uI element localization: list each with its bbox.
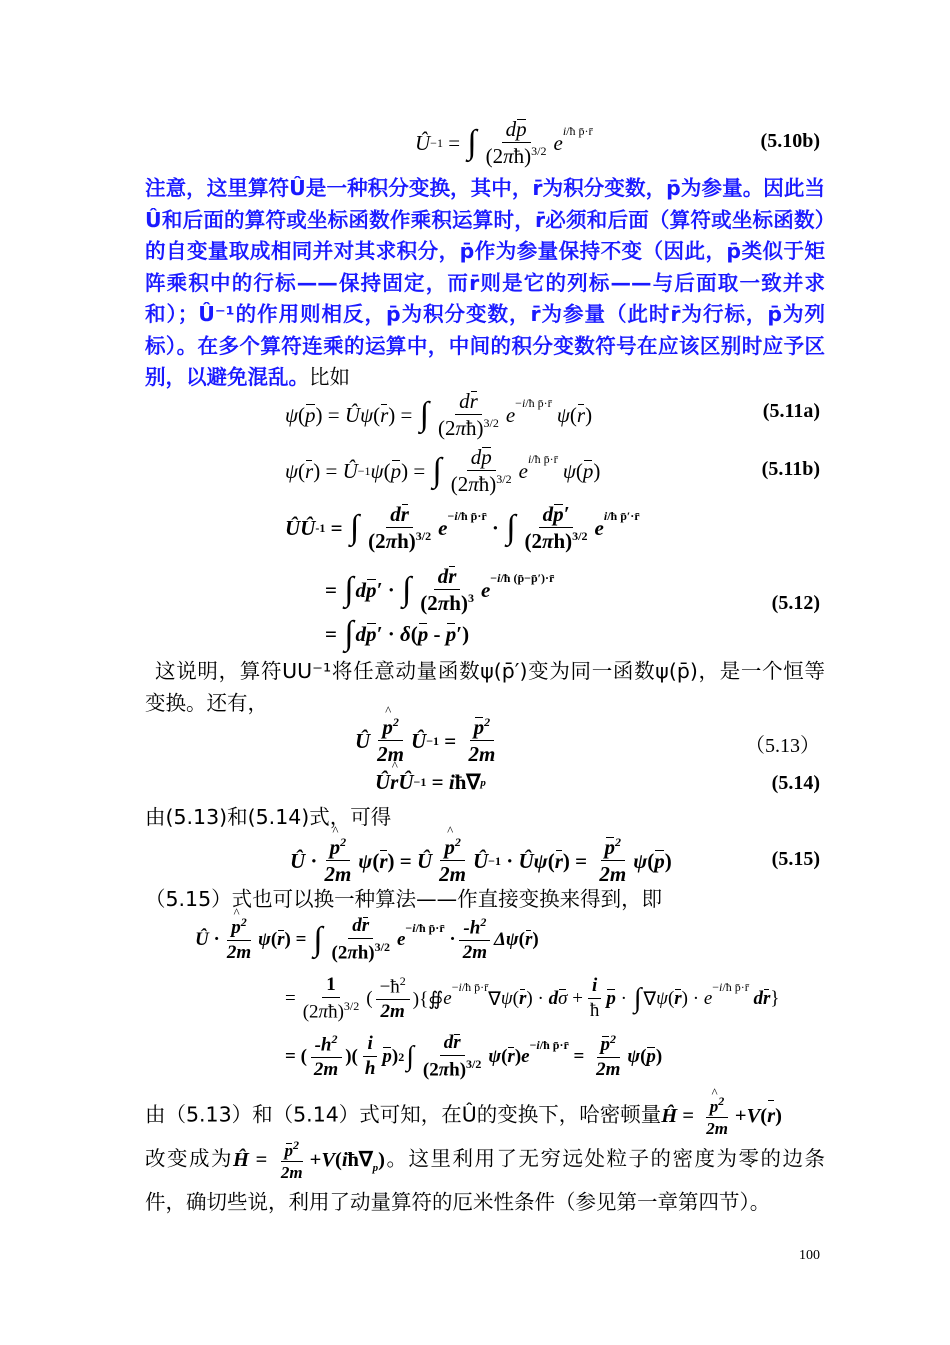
paragraph-derivation: 由(5.13)和(5.14)式，可得 [145, 805, 392, 829]
equation-direct-line1: Û · ^ $\frac{p^2}{2m}$ ψ ( r ) = ∫ $\frac{dr}{(2\pi h)^{3/2}}$ e −i/ħ p̄·r̄ · $\frac{-h^2}{2m}$ Δψ ( r ) [195, 916, 539, 964]
equation-5-12-line2: = ∫ dp′ · ∫ $\frac{dr}{(2\pi h)^3}$ e −i/ħ (p̄−p̄′)·r̄ [325, 564, 555, 616]
equation-5-10b: Û −1 = ∫ $\frac{dp}{(2\pi ħ)^{3/2}}$ e i/ħ p̄·r̄ [415, 117, 593, 169]
paragraph-direct-transform: （5.15）式也可以换一种算法——作直接变换来得到，即 [145, 887, 663, 911]
paragraph-text: 改变成为 [145, 1146, 234, 1171]
equation-5-11b: ψ ( r ) = Û −1 ψ ( p ) = ∫ $\frac{dp}{(2\pi ħ)^{3/2}}$ e i/ħ p̄·r̄ ψ ( p ) [285, 445, 601, 497]
paragraph-text: 比如 [309, 365, 350, 389]
equation-5-12-line3: = ∫ dp′ · δ ( p - p ′) [325, 615, 470, 652]
equation-label: (5.10b) [760, 130, 820, 152]
equation-5-13: Û ^ $\frac{p^2}{2m}$ Û −1 = $\frac{p^2}{2m}$ [355, 716, 502, 766]
equation-direct-line2: = $\frac{1}{(2\pi ħ)^{3/2}}$ ( $\frac{-ħ^2}{2m}$ ){∯ e −i/ħ p̄·r̄ ∇ ψ ( r ) · d σ + $\frac{i}{ħ}$ p · ∫ ∇ ψ ( r ) · e −i/ħ p̄·r̄ dr } [285, 974, 780, 1023]
equation-label: （5.13） [745, 735, 820, 757]
paragraph-operator-explanation [145, 173, 825, 394]
equation-5-15: Û · ^ $\frac{p^2}{2m}$ ψ ( r ) = Û ^ $\frac{p^2}{2m}$ Û −1 · Ûψ ( r ) = $\frac{p^2}{2m}$ ψ ( p ) [290, 836, 672, 886]
paragraph-hamiltonian: 由（5.13）和（5.14）式可知，在Û的变换下，哈密顿量Ĥ = ^ $\frac{p^2}{2m}$ +V(r) 改变成为Ĥ = $\frac{p^2}{2m}$ $+V(iħ\nabla_p)$。这里利用了无穷远处粒子的密度为零的边条件，确切些说，利用了动量算符的厄米性条件（参见第一章第四节）。 [145, 1095, 825, 1219]
equation-5-11a: ψ ( p ) = Û ψ ( r ) = ∫ $\frac{dr}{(2\pi ħ)^{3/2}}$ e −i/ħ p̄·r̄ ψ ( r ) [285, 389, 593, 441]
equation-label: (5.11b) [761, 458, 820, 480]
paragraph-text: 注意，这里算符Û是一种积分变换，其中，r̄为积分变数，p̄为参量。因此当Û和后面的算符或坐标函数作乘积运算时，r̄必须和后面（算符或坐标函数）的自变量取成相同并对其求积分，p̄作为参量保持不变（因此，p̄类似于矩阵乘积中的行标——保持固定，而r̄则是它的列标——与后面取一致并求和）；Û⁻¹的作用则相反，p̄为积分变数，r̄为参量（此时r̄为行标，p̄为列标）。在多个算符连乘的运算中，中间的积分变数符号在应该区别时应予区别，以避免混乱。 [145, 176, 825, 389]
equation-5-14: Û^ rÛ −1 = i ħ∇ p [375, 770, 486, 795]
paragraph-identity: 这说明，算符UU⁻¹将任意动量函数ψ(p̄′)变为同一函数ψ(p̄)，是一个恒等变换。还有， [145, 659, 825, 715]
equation-label: (5.15) [771, 848, 820, 870]
page-number: 100 [799, 1248, 820, 1263]
equation-label: (5.14) [771, 772, 820, 794]
equation-label: (5.12) [771, 592, 820, 614]
equation-5-12-line1: ÛÛ -1 = ∫ $\frac{dr}{(2\pi h)^{3/2}}$ e −i/ħ p̄·r̄ · ∫ $\frac{dp'}{(2\pi h)^{3/2}}$ e i/ħ p̄′·r̄ [285, 502, 640, 554]
equation-direct-line3: = ( $\frac{-h^2}{2m}$ )( $\frac{i}{h}$ p ) 2 ∫ $\frac{dr}{(2\pi h)^{3/2}}$ ψ ( r ) e −i/ħ p̄·r̄ = $\frac{p^2}{2m}$ ψ ( p ) [285, 1032, 663, 1081]
equation-label: (5.11a) [762, 400, 820, 422]
paragraph-text: 由（5.13）和（5.14）式可知，在Û的变换下，哈密顿量 [145, 1102, 662, 1127]
paragraph-text: 。这里利用了无穷远处粒子的密度为零的边条件，确切些说，利用了动量算符的厄米性条件（参见第一章第四节）。 [145, 1146, 826, 1214]
